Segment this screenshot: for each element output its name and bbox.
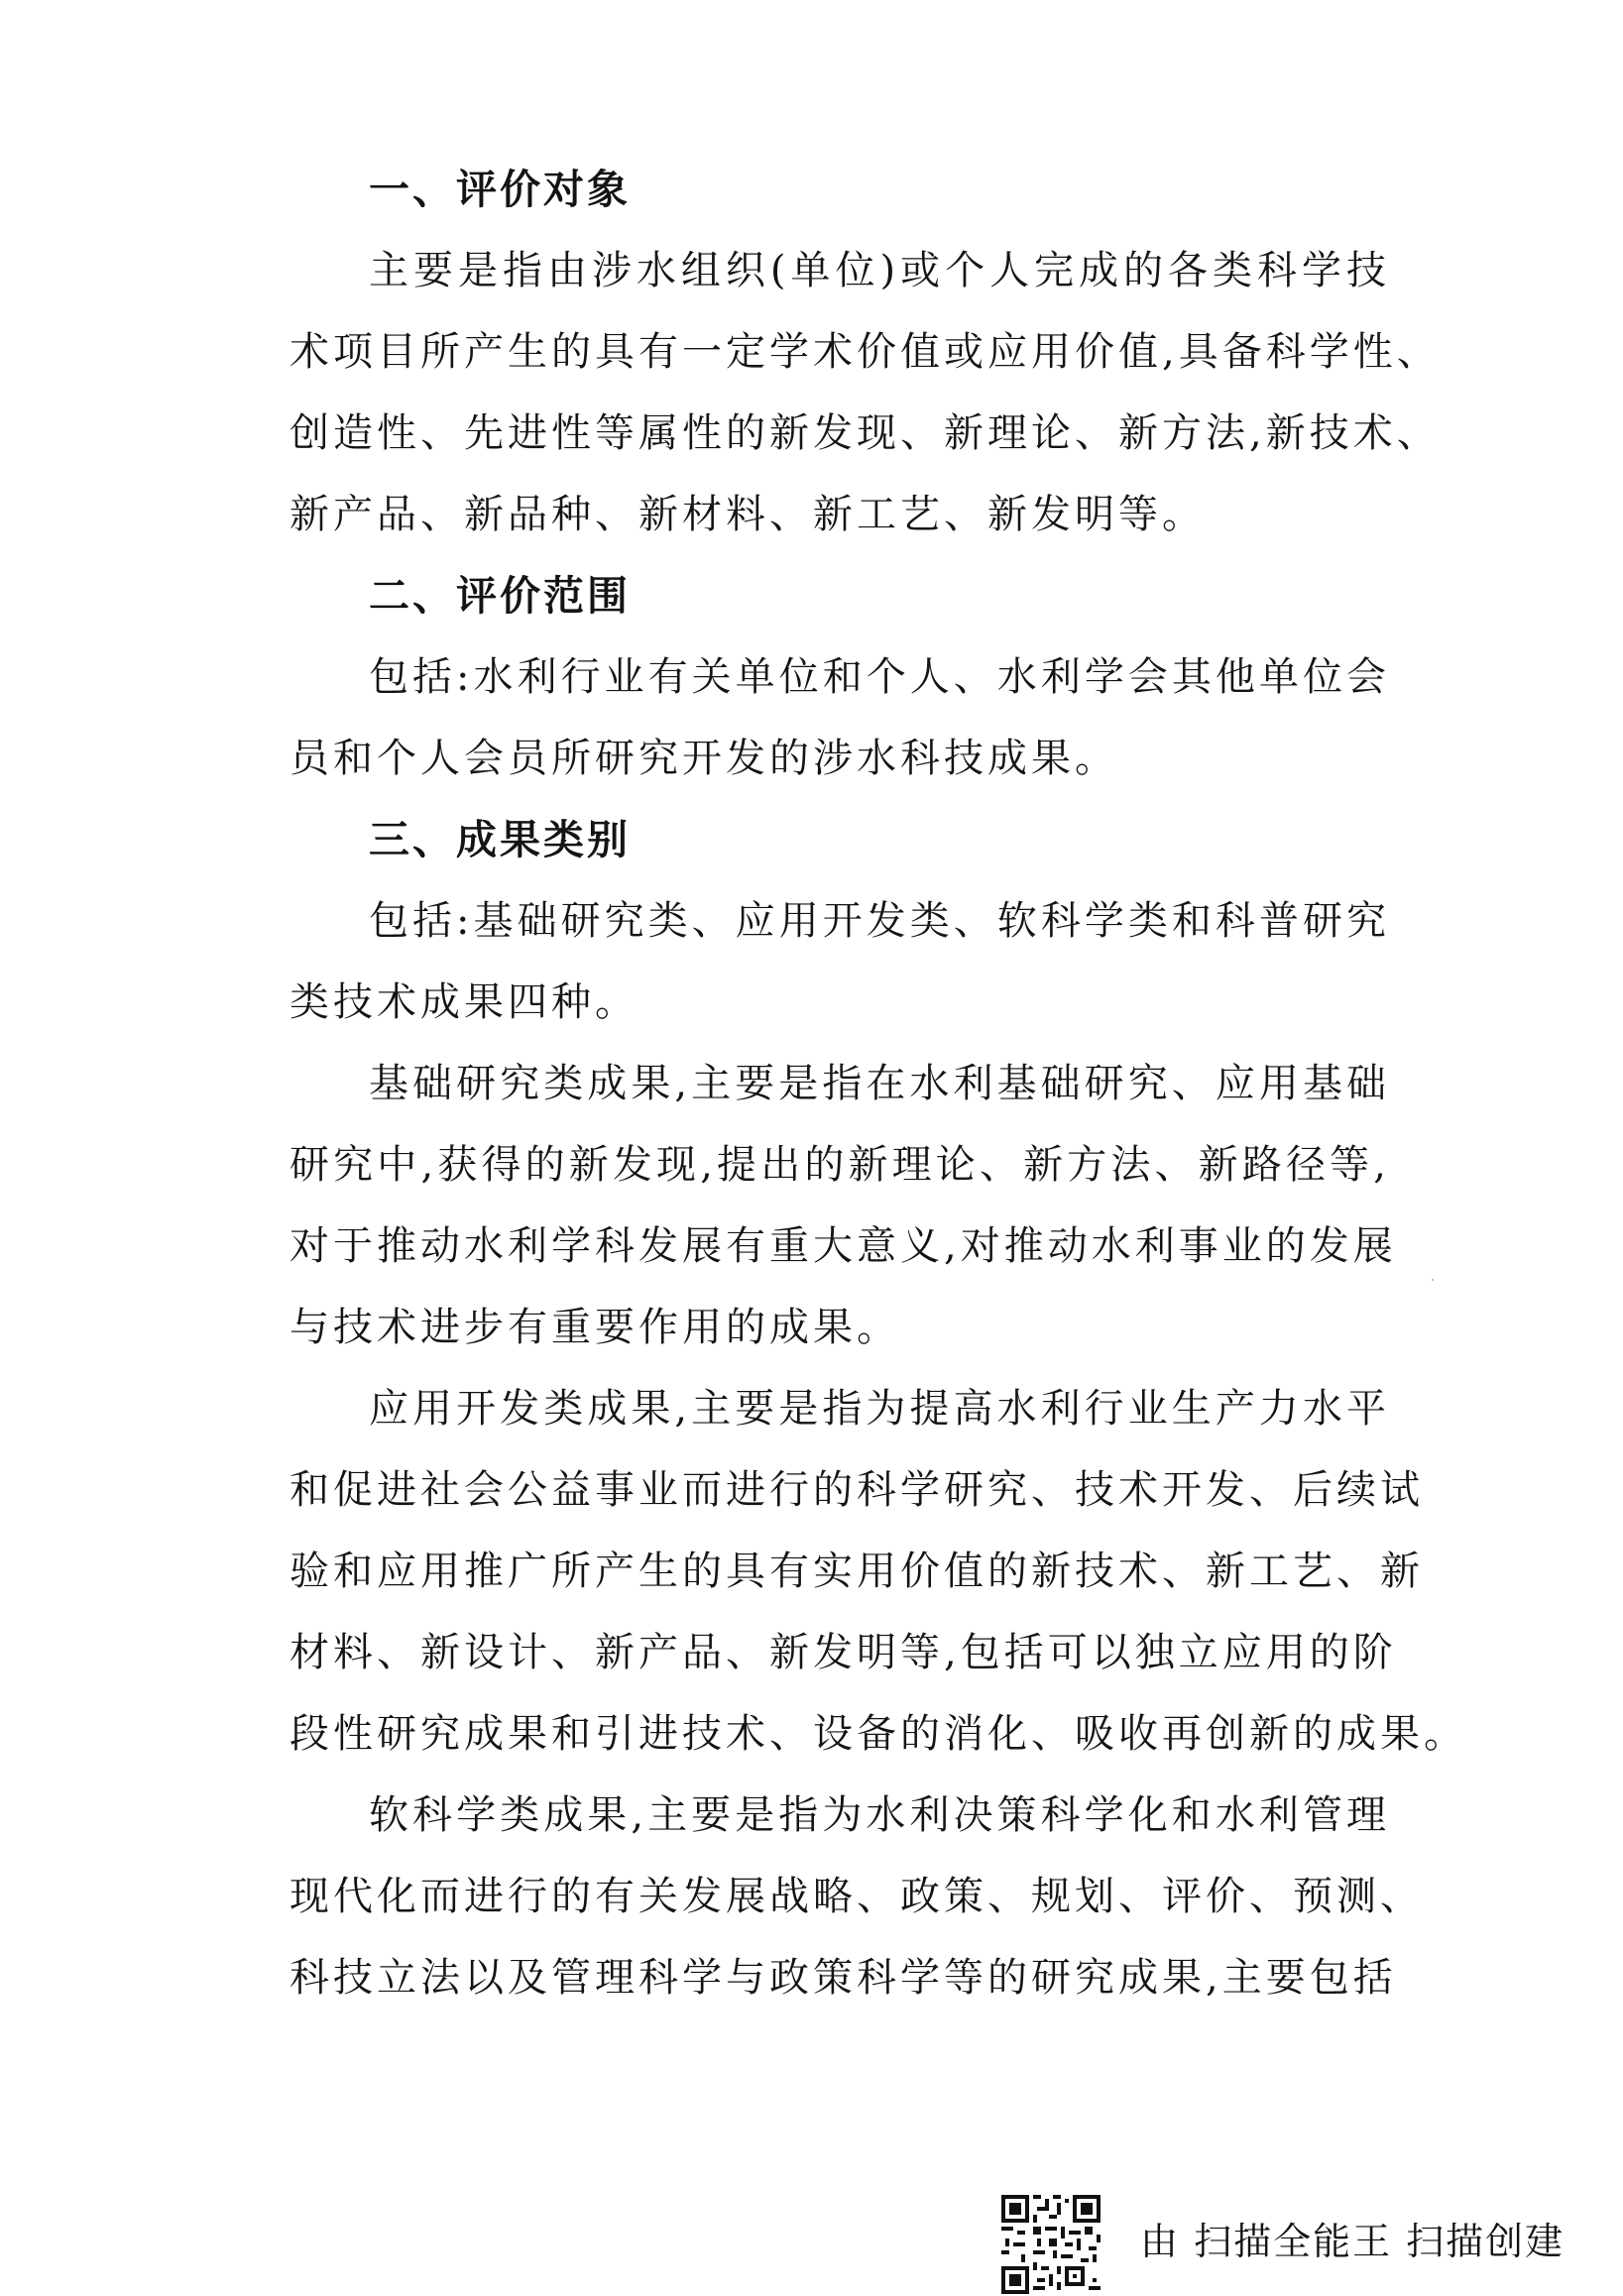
document-body xyxy=(290,149,1467,2018)
paragraph xyxy=(290,230,1441,555)
scan-speck xyxy=(1432,1279,1434,1281)
text-line: 术项目所产生的具有一定学术价值或应用价值,具备科学性、 xyxy=(290,329,1441,375)
section-heading-evaluation-object: 一、评价对象 xyxy=(369,166,631,213)
text-line: 包括:水利行业有关单位和个人、水利学会其他单位会 xyxy=(369,654,1390,700)
text-line: 与技术进步有重要作用的成果。 xyxy=(290,1305,900,1350)
paragraph xyxy=(290,1775,1424,2018)
text-line: 员和个人会员所研究开发的涉水科技成果。 xyxy=(290,736,1118,781)
section-heading-result-categories: 三、成果类别 xyxy=(369,816,631,863)
paragraph xyxy=(290,880,1390,1043)
text-line: 软科学类成果,主要是指为水利决策科学化和水利管理 xyxy=(369,1792,1390,1838)
text-line: 基础研究类成果,主要是指在水利基础研究、应用基础 xyxy=(369,1061,1390,1106)
text-line: 新产品、新品种、新材料、新工艺、新发明等。 xyxy=(290,492,1206,537)
text-line: 验和应用推广所产生的具有实用价值的新技术、新工艺、新 xyxy=(290,1549,1424,1594)
text-line: 创造性、先进性等属性的新发现、新理论、新方法,新技术、 xyxy=(290,410,1441,456)
text-line: 和促进社会公益事业而进行的科学研究、技术开发、后续试 xyxy=(290,1467,1424,1513)
text-line: 对于推动水利学科发展有重大意义,对推动水利事业的发展 xyxy=(290,1223,1397,1269)
scanner-credit-text: 由 扫描全能王 扫描创建 xyxy=(1140,2220,1565,2263)
text-line: 研究中,获得的新发现,提出的新理论、新方法、新路径等, xyxy=(290,1142,1390,1188)
text-line: 类技术成果四种。 xyxy=(290,979,638,1025)
text-line: 现代化而进行的有关发展战略、政策、规划、评价、预测、 xyxy=(290,1874,1424,1919)
paragraph xyxy=(290,636,1390,799)
paragraph xyxy=(290,1368,1467,1775)
text-line: 材料、新设计、新产品、新发明等,包括可以独立应用的阶 xyxy=(290,1630,1397,1675)
qr-code-icon xyxy=(1001,2195,1101,2294)
scanner-watermark xyxy=(1001,2195,1596,2284)
text-line: 应用开发类成果,主要是指为提高水利行业生产力水平 xyxy=(369,1386,1390,1432)
text-line: 段性研究成果和引进技术、设备的消化、吸收再创新的成果。 xyxy=(290,1711,1467,1757)
text-line: 科技立法以及管理科学与政策科学等的研究成果,主要包括 xyxy=(290,1955,1397,2001)
section-heading-evaluation-scope: 二、评价范围 xyxy=(369,572,631,620)
text-line: 主要是指由涉水组织(单位)或个人完成的各类科学技 xyxy=(369,248,1390,293)
paragraph xyxy=(290,1043,1397,1368)
text-line: 包括:基础研究类、应用开发类、软科学类和科普研究 xyxy=(369,898,1390,944)
